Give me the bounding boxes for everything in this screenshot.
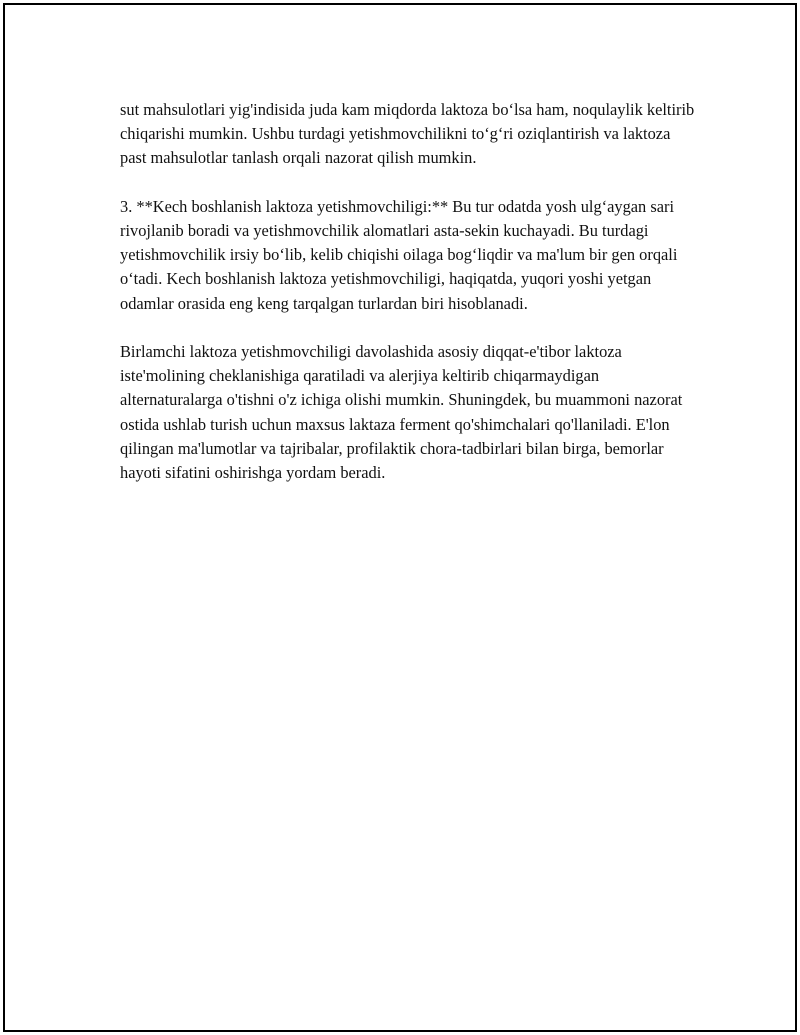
paragraph-continuation: sut mahsulotlari yig'indisida juda kam miqdorda laktoza bo‘lsa ham, noqulaylik keltirib chiqarishi mumkin. Ushbu turdagi yetishmovchilikni to‘g‘ri oziqlantirish va laktoza past mahsulotlar tanlash orqali nazorat qilish mumkin. xyxy=(120,100,695,168)
document-body xyxy=(120,98,700,485)
paragraph-treatment: Birlamchi laktoza yetishmovchiligi davolashida asosiy diqqat-e'tibor laktoza iste'molining cheklanishiga qaratiladi va alerjiya keltirib chiqarmaydigan alternaturalarga o'tishni o'z ichiga olishi mumkin. Shuningdek, bu muammoni nazorat ostida ushlab turish uchun maxsus laktaza ferment qo'shimchalari qo'llaniladi. E'lon qilingan ma'lumotlar va tajribalar, profilaktik chora-tadbirlari bilan birga, bemorlar hayoti sifatini oshirishga yordam beradi. xyxy=(120,342,683,483)
paragraph-late-onset-type: 3. **Kech boshlanish laktoza yetishmovchiligi:** Bu tur odatda yosh ulg‘aygan sari rivojlanib boradi va yetishmovchilik alomatlari asta-sekin kuchayadi. Bu turdagi yetishmovchilik irsiy bo‘lib, kelib chiqishi oilaga bog‘liqdir va ma'lum bir gen orqali o‘tadi. Kech boshlanish laktoza yetishmovchiligi, haqiqatda, yuqori yoshi yetgan odamlar orasida eng keng tarqalgan turlardan biri hisoblanadi. xyxy=(120,196,678,313)
page-frame xyxy=(3,3,797,1032)
